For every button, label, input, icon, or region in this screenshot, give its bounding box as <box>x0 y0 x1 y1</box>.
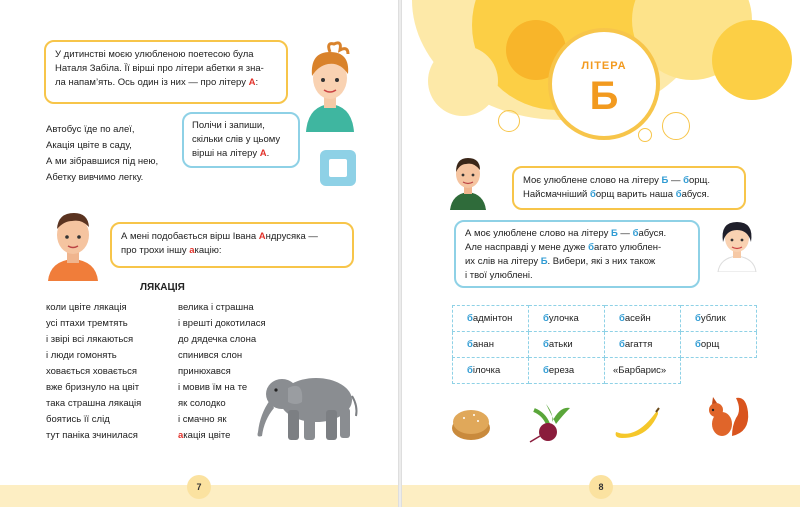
decor-circle <box>712 20 792 100</box>
intro-speech-bubble: У дитинстві моєю улюбленою поетесою була Наталя Забіла. Її вірші про літери абетки я зна- ла напам’ять. Ось один із них — про літеру А: <box>44 40 288 104</box>
word-cell-empty <box>681 358 757 384</box>
page-number: 8 <box>589 475 613 499</box>
beet-illustration <box>526 400 576 444</box>
letter-title-word: ЛІТЕРА <box>581 60 627 72</box>
babusia-speech-bubble: А моє улюблене слово на літеру Б — бабуся. Але насправді у мене дуже багато улюблен- их слів на літеру Б. Вибери, які з них також і твої улюблені. <box>454 220 700 288</box>
poem2-line: принюхався <box>178 366 231 377</box>
poem2-line: така страшна лякація <box>46 398 142 409</box>
poem2-line: спинився слон <box>178 350 243 361</box>
boy-avatar <box>44 205 102 281</box>
word-cell[interactable]: батьки <box>529 332 605 358</box>
answer-box[interactable] <box>320 150 356 186</box>
decor-circle <box>638 128 652 142</box>
letter-title-circle <box>548 28 660 140</box>
squirrel-illustration <box>702 392 752 440</box>
poem2-line: усі птахи тремтять <box>46 318 128 329</box>
task-speech-bubble: Полічи і запиши, скільки слів у цьому вірші на літеру А. <box>182 112 300 168</box>
poem1-line: Автобус їде по алеї, <box>46 124 135 135</box>
poem1-line: Акація цвіте в саду, <box>46 140 132 151</box>
letter-title-letter: Б <box>589 74 619 118</box>
task-line-1: Полічи і запиши, <box>192 120 265 131</box>
boy-speech-bubble: А мені подобається вірш Івана Андрусяка — про трохи іншу акацію: <box>110 222 354 268</box>
girl-avatar <box>714 216 760 272</box>
banana-illustration <box>612 406 662 442</box>
word-choice-grid <box>452 305 757 384</box>
word-cell[interactable]: борщ <box>681 332 757 358</box>
poem1-line: А ми зібравшися під нею, <box>46 156 159 167</box>
decor-circle <box>428 46 498 116</box>
word-cell[interactable]: бублик <box>681 306 757 332</box>
borsch-speech-bubble: Моє улюблене слово на літеру Б — борщ. Найсмачніший борщ варить наша бабуся. <box>512 166 746 210</box>
word-cell[interactable]: «Барбарис» <box>605 358 681 384</box>
poem1-line: Абетку вивчимо легку. <box>46 172 144 183</box>
right-page <box>402 0 800 507</box>
boy-avatar <box>448 152 488 210</box>
task-line-3: вірші на літеру <box>192 148 260 159</box>
poem2-line: ховається ховається <box>46 366 138 377</box>
poem2-line: і люди гомонять <box>46 350 117 361</box>
poem2-title: ЛЯКАЦІЯ <box>140 282 185 293</box>
intro-line-1: У дитинстві моєю улюбленою поетесою була <box>55 49 254 60</box>
word-cell[interactable]: білочка <box>453 358 529 384</box>
babusia-line-4: і твої улюблені. <box>465 270 533 281</box>
decor-circle <box>662 112 690 140</box>
page-number: 7 <box>187 475 211 499</box>
word-cell[interactable]: басейн <box>605 306 681 332</box>
poem2-line: і смачно як <box>178 414 227 425</box>
poem2-line: велика і страшна <box>178 302 254 313</box>
poem2-line: як солодко <box>178 398 226 409</box>
answer-box-inner <box>329 159 347 177</box>
poem2-line: тут паніка зчинилася <box>46 430 138 441</box>
poem2-column-1 <box>46 300 141 444</box>
poem2-line: до дядечка слона <box>178 334 257 345</box>
letter-a-highlight: А <box>248 77 256 88</box>
task-line-2: скільки слів у цьому <box>192 134 281 145</box>
left-page <box>0 0 398 507</box>
girl-avatar <box>300 40 360 132</box>
poem2-line: коли цвіте лякація <box>46 302 127 313</box>
word-cell[interactable]: булочка <box>529 306 605 332</box>
word-cell[interactable]: бадмінтон <box>453 306 529 332</box>
poem2-line: і звірі всі лякаються <box>46 334 134 345</box>
poem2-line: вже бризнуло на цвіт <box>46 382 140 393</box>
intro-line-2: Наталя Забіла. Її вірші про літери абетки я зна- <box>55 63 264 74</box>
word-cell[interactable]: банан <box>453 332 529 358</box>
intro-line-3: ла напам’ять. Ось один із них — про літеру <box>55 77 249 88</box>
word-cell[interactable]: береза <box>529 358 605 384</box>
letter-a-highlight: А <box>259 148 267 159</box>
poem2-line: боятись її слід <box>46 414 110 425</box>
poem2-column-2: велика і страшна і врешті докотилася до дядечка слона спинився слон принюхався і мовив їм на те як солодко і смачно як акація цвіте <box>178 302 266 441</box>
elephant-illustration <box>252 370 362 442</box>
word-cell[interactable]: багаття <box>605 332 681 358</box>
decor-circle <box>498 110 520 132</box>
bun-illustration <box>450 406 492 442</box>
poem-avtobus <box>46 122 158 186</box>
poem2-line: і мовив їм на те <box>178 382 248 393</box>
poem2-line: і врешті докотилася <box>178 318 266 329</box>
